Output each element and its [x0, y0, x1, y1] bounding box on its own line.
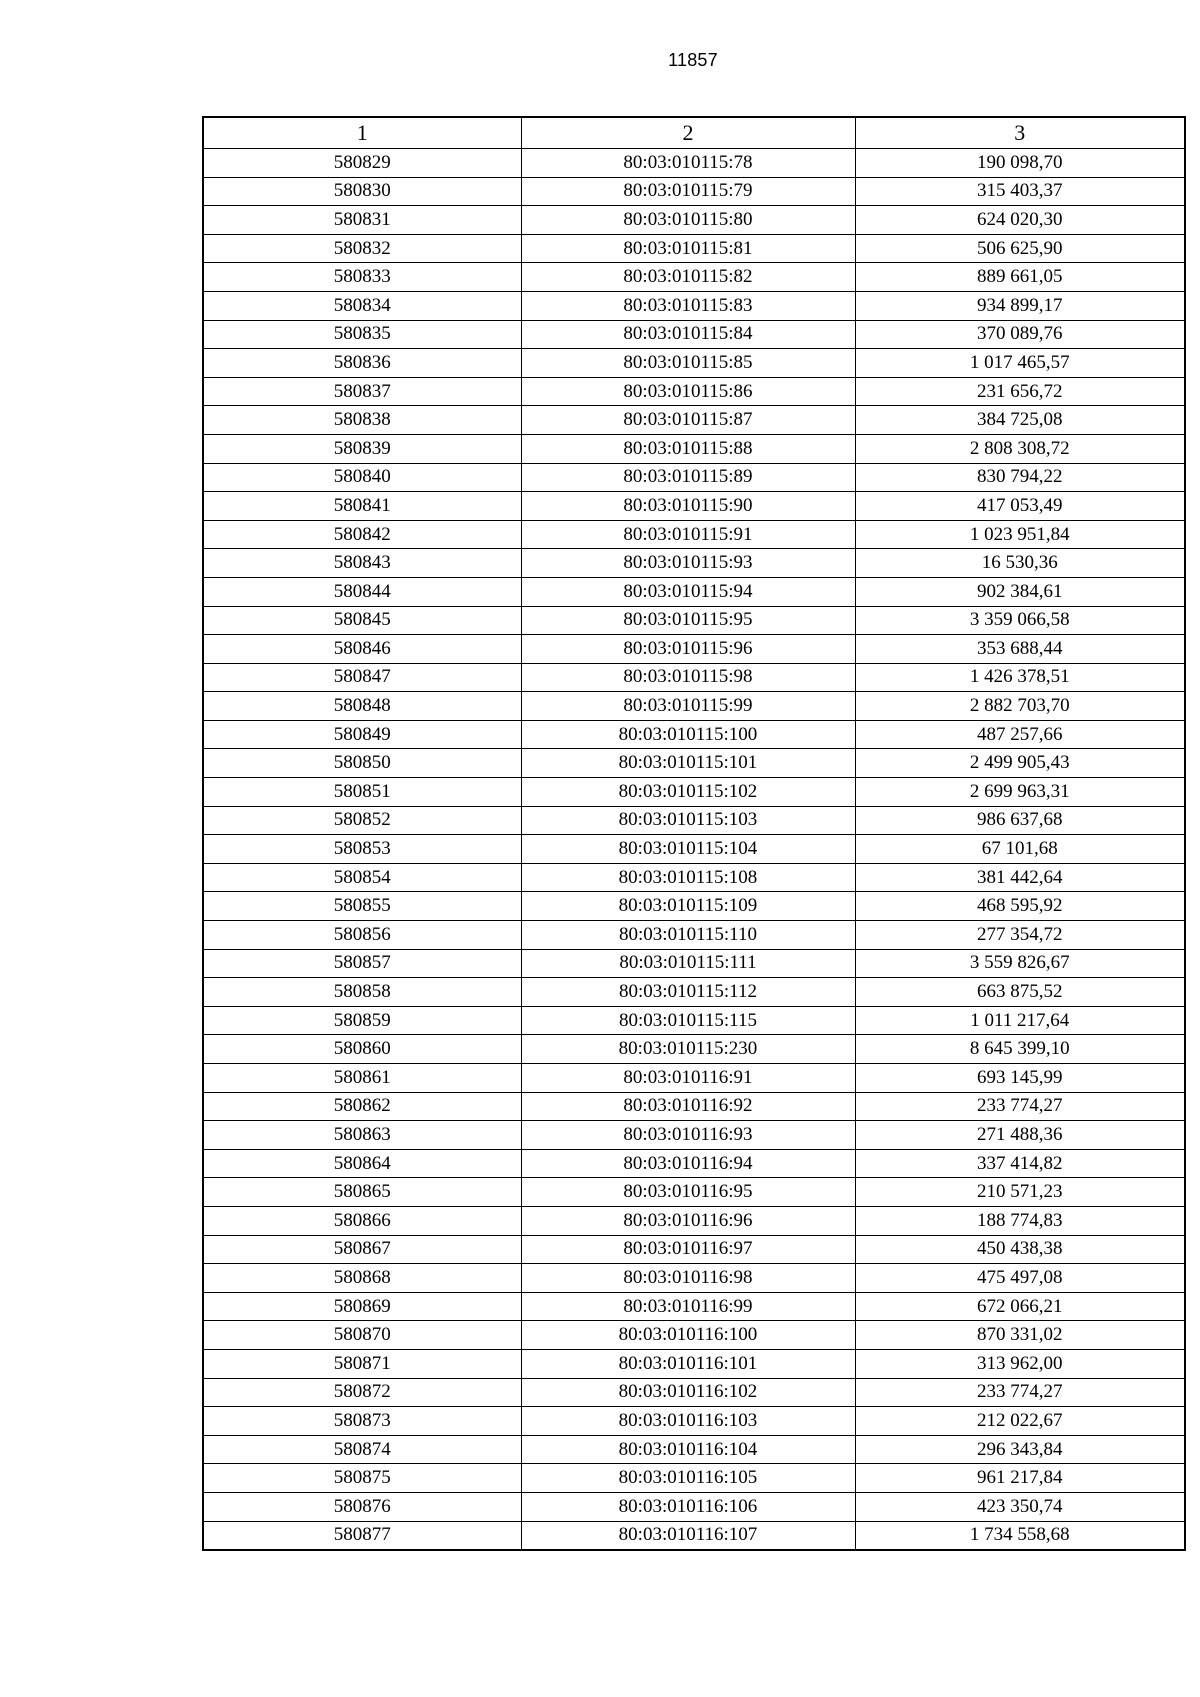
record-number-cell: 580877	[203, 1521, 521, 1550]
cadastral-number-cell: 80:03:010116:96	[521, 1206, 855, 1235]
record-number-cell: 580872	[203, 1378, 521, 1407]
value-cell: 8 645 399,10	[855, 1035, 1185, 1064]
record-number-cell: 580840	[203, 463, 521, 492]
record-number-cell: 580853	[203, 835, 521, 864]
value-cell: 233 774,27	[855, 1378, 1185, 1407]
cadastral-number-cell: 80:03:010115:81	[521, 234, 855, 263]
cadastral-number-cell: 80:03:010116:107	[521, 1521, 855, 1550]
table-row	[203, 720, 1185, 749]
record-number-cell: 580854	[203, 863, 521, 892]
cadastral-number-cell: 80:03:010115:96	[521, 635, 855, 664]
record-number-cell: 580856	[203, 921, 521, 950]
cadastral-number-cell: 80:03:010116:100	[521, 1321, 855, 1350]
record-number-cell: 580848	[203, 692, 521, 721]
table-row	[203, 635, 1185, 664]
cadastral-number-cell: 80:03:010115:87	[521, 406, 855, 435]
table-row	[203, 692, 1185, 721]
record-number-cell: 580844	[203, 577, 521, 606]
cadastral-number-cell: 80:03:010116:99	[521, 1292, 855, 1321]
value-cell: 450 438,38	[855, 1235, 1185, 1264]
cadastral-number-cell: 80:03:010116:97	[521, 1235, 855, 1264]
record-number-cell: 580831	[203, 206, 521, 235]
cadastral-number-cell: 80:03:010115:83	[521, 291, 855, 320]
record-number-cell: 580851	[203, 778, 521, 807]
record-number-cell: 580838	[203, 406, 521, 435]
table-row	[203, 1149, 1185, 1178]
cadastral-number-cell: 80:03:010116:93	[521, 1121, 855, 1150]
table-row	[203, 1407, 1185, 1436]
record-number-cell: 580873	[203, 1407, 521, 1436]
value-cell: 693 145,99	[855, 1064, 1185, 1093]
record-number-cell: 580833	[203, 263, 521, 292]
cadastral-number-cell: 80:03:010115:95	[521, 606, 855, 635]
value-cell: 1 734 558,68	[855, 1521, 1185, 1550]
table-row	[203, 377, 1185, 406]
record-number-cell: 580864	[203, 1149, 521, 1178]
record-number-cell: 580846	[203, 635, 521, 664]
record-number-cell: 580863	[203, 1121, 521, 1150]
cadastral-number-cell: 80:03:010115:112	[521, 978, 855, 1007]
table-row	[203, 1121, 1185, 1150]
cadastral-number-cell: 80:03:010116:98	[521, 1264, 855, 1293]
record-number-cell: 580866	[203, 1206, 521, 1235]
record-number-cell: 580859	[203, 1006, 521, 1035]
record-number-cell: 580852	[203, 806, 521, 835]
table-row	[203, 406, 1185, 435]
record-number-cell: 580874	[203, 1435, 521, 1464]
record-number-cell: 580836	[203, 349, 521, 378]
value-cell: 2 699 963,31	[855, 778, 1185, 807]
table-row	[203, 520, 1185, 549]
table-row	[203, 1064, 1185, 1093]
cadastral-number-cell: 80:03:010116:92	[521, 1092, 855, 1121]
table-row	[203, 177, 1185, 206]
record-number-cell: 580845	[203, 606, 521, 635]
value-cell: 67 101,68	[855, 835, 1185, 864]
cadastral-number-cell: 80:03:010116:102	[521, 1378, 855, 1407]
value-cell: 663 875,52	[855, 978, 1185, 1007]
cadastral-number-cell: 80:03:010116:101	[521, 1349, 855, 1378]
value-cell: 506 625,90	[855, 234, 1185, 263]
value-cell: 190 098,70	[855, 149, 1185, 178]
value-cell: 353 688,44	[855, 635, 1185, 664]
cadastral-number-cell: 80:03:010115:91	[521, 520, 855, 549]
table-body	[203, 149, 1185, 1551]
value-cell: 370 089,76	[855, 320, 1185, 349]
value-cell: 468 595,92	[855, 892, 1185, 921]
table-row	[203, 492, 1185, 521]
value-cell: 1 426 378,51	[855, 663, 1185, 692]
cadastral-number-cell: 80:03:010115:80	[521, 206, 855, 235]
value-cell: 672 066,21	[855, 1292, 1185, 1321]
cadastral-number-cell: 80:03:010116:103	[521, 1407, 855, 1436]
table-row	[203, 1264, 1185, 1293]
value-cell: 3 359 066,58	[855, 606, 1185, 635]
record-number-cell: 580830	[203, 177, 521, 206]
cadastral-number-cell: 80:03:010115:85	[521, 349, 855, 378]
cadastral-number-cell: 80:03:010115:108	[521, 863, 855, 892]
table-row	[203, 1292, 1185, 1321]
record-number-cell: 580829	[203, 149, 521, 178]
table-row	[203, 1178, 1185, 1207]
value-cell: 277 354,72	[855, 921, 1185, 950]
value-cell: 417 053,49	[855, 492, 1185, 521]
record-number-cell: 580869	[203, 1292, 521, 1321]
column-header-1: 1	[203, 117, 521, 149]
value-cell: 475 497,08	[855, 1264, 1185, 1293]
table-row	[203, 892, 1185, 921]
record-number-cell: 580861	[203, 1064, 521, 1093]
value-cell: 934 899,17	[855, 291, 1185, 320]
value-cell: 487 257,66	[855, 720, 1185, 749]
record-number-cell: 580871	[203, 1349, 521, 1378]
table-header-row	[203, 117, 1185, 149]
column-header-3: 3	[855, 117, 1185, 149]
value-cell: 1 017 465,57	[855, 349, 1185, 378]
cadastral-number-cell: 80:03:010115:103	[521, 806, 855, 835]
table-row	[203, 463, 1185, 492]
cadastral-number-cell: 80:03:010115:230	[521, 1035, 855, 1064]
record-number-cell: 580855	[203, 892, 521, 921]
record-number-cell: 580841	[203, 492, 521, 521]
value-cell: 986 637,68	[855, 806, 1185, 835]
record-number-cell: 580870	[203, 1321, 521, 1350]
cadastral-number-cell: 80:03:010115:98	[521, 663, 855, 692]
cadastral-number-cell: 80:03:010115:90	[521, 492, 855, 521]
record-number-cell: 580876	[203, 1492, 521, 1521]
record-number-cell: 580875	[203, 1464, 521, 1493]
cadastral-number-cell: 80:03:010115:79	[521, 177, 855, 206]
record-number-cell: 580850	[203, 749, 521, 778]
table-row	[203, 1035, 1185, 1064]
value-cell: 210 571,23	[855, 1178, 1185, 1207]
record-number-cell: 580835	[203, 320, 521, 349]
value-cell: 381 442,64	[855, 863, 1185, 892]
table-row	[203, 949, 1185, 978]
column-header-2: 2	[521, 117, 855, 149]
table-row	[203, 835, 1185, 864]
record-number-cell: 580839	[203, 434, 521, 463]
table-row	[203, 806, 1185, 835]
cadastral-number-cell: 80:03:010115:101	[521, 749, 855, 778]
cadastral-number-cell: 80:03:010116:104	[521, 1435, 855, 1464]
table-row	[203, 549, 1185, 578]
value-cell: 2 808 308,72	[855, 434, 1185, 463]
table-row	[203, 1206, 1185, 1235]
value-cell: 233 774,27	[855, 1092, 1185, 1121]
table-row	[203, 263, 1185, 292]
value-cell: 2 499 905,43	[855, 749, 1185, 778]
cadastral-number-cell: 80:03:010116:94	[521, 1149, 855, 1178]
record-number-cell: 580858	[203, 978, 521, 1007]
value-cell: 1 023 951,84	[855, 520, 1185, 549]
table-row	[203, 1378, 1185, 1407]
table-row	[203, 291, 1185, 320]
record-number-cell: 580832	[203, 234, 521, 263]
value-cell: 315 403,37	[855, 177, 1185, 206]
record-number-cell: 580868	[203, 1264, 521, 1293]
record-number-cell: 580837	[203, 377, 521, 406]
cadastral-number-cell: 80:03:010115:89	[521, 463, 855, 492]
table-row	[203, 1235, 1185, 1264]
table-row	[203, 349, 1185, 378]
record-number-cell: 580847	[203, 663, 521, 692]
cadastral-number-cell: 80:03:010115:94	[521, 577, 855, 606]
record-number-cell: 580849	[203, 720, 521, 749]
value-cell: 1 011 217,64	[855, 1006, 1185, 1035]
table-row	[203, 234, 1185, 263]
cadastral-number-cell: 80:03:010115:93	[521, 549, 855, 578]
table-row	[203, 577, 1185, 606]
cadastral-number-cell: 80:03:010115:102	[521, 778, 855, 807]
value-cell: 889 661,05	[855, 263, 1185, 292]
cadastral-number-cell: 80:03:010115:99	[521, 692, 855, 721]
record-number-cell: 580862	[203, 1092, 521, 1121]
value-cell: 16 530,36	[855, 549, 1185, 578]
record-number-cell: 580867	[203, 1235, 521, 1264]
value-cell: 624 020,30	[855, 206, 1185, 235]
cadastral-number-cell: 80:03:010115:115	[521, 1006, 855, 1035]
value-cell: 423 350,74	[855, 1492, 1185, 1521]
cadastral-number-cell: 80:03:010116:95	[521, 1178, 855, 1207]
value-cell: 188 774,83	[855, 1206, 1185, 1235]
table-row	[203, 863, 1185, 892]
value-cell: 2 882 703,70	[855, 692, 1185, 721]
cadastral-number-cell: 80:03:010115:104	[521, 835, 855, 864]
table-row	[203, 921, 1185, 950]
value-cell: 313 962,00	[855, 1349, 1185, 1378]
table-row	[203, 149, 1185, 178]
table-row	[203, 663, 1185, 692]
table-row	[203, 434, 1185, 463]
table-row	[203, 1521, 1185, 1550]
cadastral-number-cell: 80:03:010116:91	[521, 1064, 855, 1093]
record-number-cell: 580857	[203, 949, 521, 978]
value-cell: 212 022,67	[855, 1407, 1185, 1436]
record-number-cell: 580860	[203, 1035, 521, 1064]
value-cell: 870 331,02	[855, 1321, 1185, 1350]
cadastral-number-cell: 80:03:010116:105	[521, 1464, 855, 1493]
value-cell: 296 343,84	[855, 1435, 1185, 1464]
cadastral-number-cell: 80:03:010115:111	[521, 949, 855, 978]
record-number-cell: 580843	[203, 549, 521, 578]
table-row	[203, 778, 1185, 807]
record-number-cell: 580842	[203, 520, 521, 549]
table-row	[203, 978, 1185, 1007]
cadastral-number-cell: 80:03:010115:78	[521, 149, 855, 178]
table-row	[203, 1492, 1185, 1521]
cadastral-number-cell: 80:03:010115:86	[521, 377, 855, 406]
cadastral-number-cell: 80:03:010115:109	[521, 892, 855, 921]
table-row	[203, 749, 1185, 778]
registry-table	[202, 116, 1186, 1551]
table-row	[203, 1321, 1185, 1350]
cadastral-number-cell: 80:03:010115:84	[521, 320, 855, 349]
cadastral-number-cell: 80:03:010115:110	[521, 921, 855, 950]
cadastral-number-cell: 80:03:010115:100	[521, 720, 855, 749]
table-row	[203, 320, 1185, 349]
value-cell: 830 794,22	[855, 463, 1185, 492]
cadastral-number-cell: 80:03:010116:106	[521, 1492, 855, 1521]
table-row	[203, 1435, 1185, 1464]
table-row	[203, 1349, 1185, 1378]
table-row	[203, 1092, 1185, 1121]
table-row	[203, 1464, 1185, 1493]
value-cell: 3 559 826,67	[855, 949, 1185, 978]
page-number: 11857	[668, 50, 718, 70]
record-number-cell: 580865	[203, 1178, 521, 1207]
record-number-cell: 580834	[203, 291, 521, 320]
cadastral-number-cell: 80:03:010115:88	[521, 434, 855, 463]
value-cell: 231 656,72	[855, 377, 1185, 406]
value-cell: 384 725,08	[855, 406, 1185, 435]
table-row	[203, 606, 1185, 635]
table-row	[203, 1006, 1185, 1035]
table-row	[203, 206, 1185, 235]
value-cell: 271 488,36	[855, 1121, 1185, 1150]
value-cell: 902 384,61	[855, 577, 1185, 606]
value-cell: 961 217,84	[855, 1464, 1185, 1493]
value-cell: 337 414,82	[855, 1149, 1185, 1178]
cadastral-number-cell: 80:03:010115:82	[521, 263, 855, 292]
